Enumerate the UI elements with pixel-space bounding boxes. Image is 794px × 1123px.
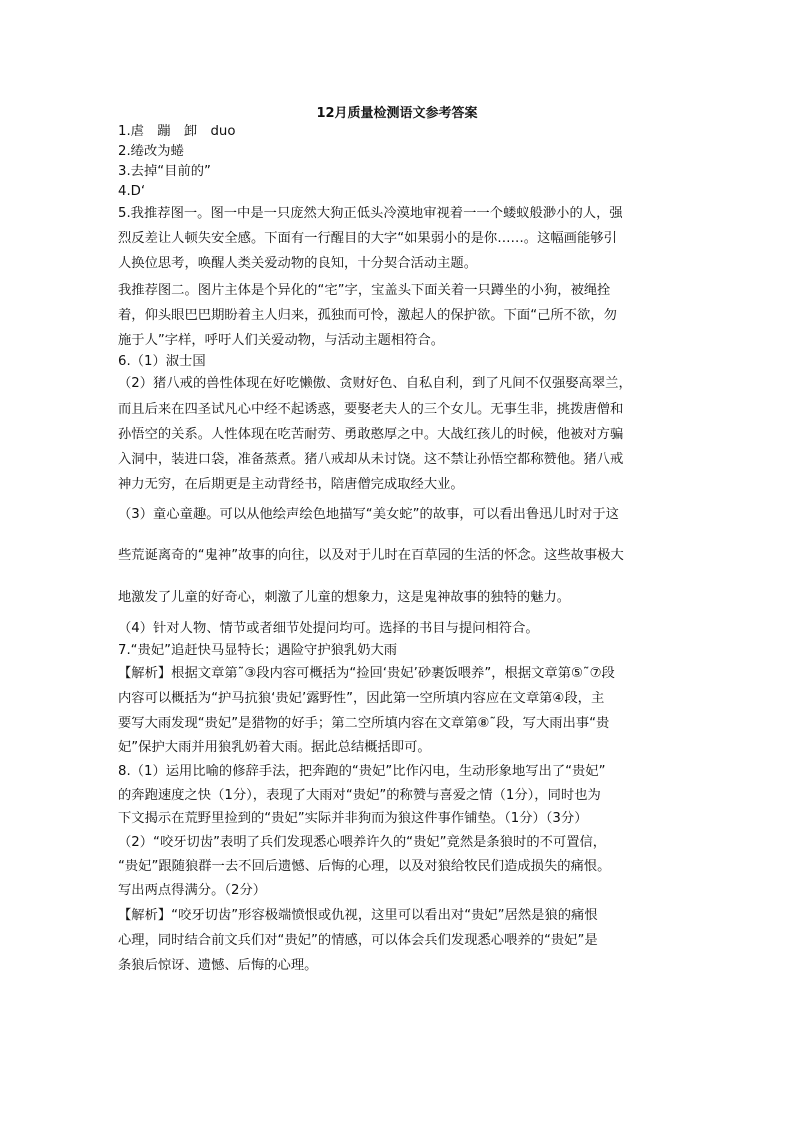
text-line-21: 7.“贵妃”追赶快马显特长；遇险守护狼乳奶大雨: [118, 643, 398, 658]
document-title: 12月质量检测语文参考答案: [316, 106, 478, 121]
text-line-33: 心理，同时结合前文兵们对“贵妃”的情感，可以体会兵们发现悉心喂养的“贵妃”是: [118, 933, 598, 948]
text-line-14: 孙悟空的关系。人性体现在吃苦耐劳、勇敢憨厚之中。大战红孩儿的时候，他被对方骗: [118, 427, 624, 442]
text-line-1: 1.虐 蹦 卸 duo: [118, 124, 236, 139]
text-line-16: 神力无穷，在后期更是主动背经书，陪唐僧完成取经大业。: [118, 477, 464, 492]
text-line-12: （2）猪八戒的兽性体现在好吃懒傲、贪财好色、自私自利，到了凡间不仅强娶高翠兰，: [118, 376, 632, 391]
text-line-26: 8.（1）运用比喻的修辞手法，把奔跑的“贵妃”比作闪电，生动形象地写出了“贵妃”: [118, 764, 606, 779]
text-line-25: 妃”保护大雨并用狼乳奶着大雨。据此总结概括即可。: [118, 740, 431, 755]
text-line-28: 下文揭示在荒野里捡到的“贵妃”实际并非狗而为狼这件事作铺垫。（1分）（3分）: [118, 811, 588, 826]
text-line-20: （4）针对人物、情节或者细节处提问均可。选择的书目与提问相符合。: [118, 621, 539, 636]
text-line-18: 些荒诞离奇的“鬼神”故事的向往，以及对于儿时在百草园的生活的怀念。这些故事极大: [118, 548, 624, 563]
text-line-2: 2.绻改为蜷: [118, 144, 184, 159]
text-line-27: 的奔跑速度之快（1分），表现了大雨对“贵妃”的称赞与喜爱之情（1分），同时也为: [118, 788, 601, 803]
text-line-19: 地激发了儿童的好奇心，刺激了儿童的想象力，这是鬼神故事的独特的魅力。: [118, 590, 571, 605]
text-line-17: （3）童心童趣。可以从他绘声绘色地描写“美女蛇”的故事，可以看出鲁迅儿时对于这: [118, 507, 619, 522]
text-line-31: 写出两点得满分。（2分）: [118, 883, 267, 898]
text-line-5: 5.我推荐图一。图一中是一只庞然大狗正低头冷漠地审视着一一个蝼蚁般渺小的人，强: [118, 206, 623, 221]
text-line-30: “贵妃”跟随狼群一去不回后遗憾、后悔的心理，以及对狼给牧民们造成损失的痛恨。: [118, 859, 611, 874]
text-line-15: 入洞中，装进口袋，准备蒸煮。猪八戒却从未讨饶。这不禁让孙悟空都称赞他。猪八戒: [118, 452, 624, 467]
text-line-11: 6.（1）淑士国: [118, 354, 206, 369]
text-line-34: 条狼后惊讶、遗憾、后悔的心理。: [118, 958, 318, 973]
text-line-32: 【解析】“咬牙切齿”形容极端愤恨或仇视，这里可以看出对“贵妃”居然是狼的痛恨: [118, 908, 598, 923]
text-line-13: 而且后来在四圣试凡心中经不起诱惑，要娶老夫人的三个女儿。无事生非，挑拨唐僧和: [118, 402, 624, 417]
text-line-24: 要写大雨发现“贵妃”是猎物的好手；第二空所填内容在文章第⑧˜段，写大雨出事“贵: [118, 716, 610, 731]
text-line-10: 施于人”字样，呼吁人们关爱动物，与活动主题相符合。: [118, 333, 445, 348]
text-line-4: 4.D‘: [118, 184, 146, 199]
text-line-6: 烈反差让人顿失安全感。下面有一行醒目的大字“如果弱小的是你……。这幅画能够引: [118, 231, 617, 246]
text-line-8: 我推荐图二。图片主体是个异化的“宅”字，宝盖头下面关着一只蹲坐的小狗，被绳拴: [118, 283, 611, 298]
text-line-23: 内容可以概括为“护马抗狼‘贵妃’露野性”，因此第一空所填内容应在文章第④段，主: [118, 691, 605, 706]
text-line-22: 【解析】根据文章第˜③段内容可概括为“捡回‘贵妃’砂裹饭喂养”，根据文章第⑤˜⑦段: [118, 666, 615, 681]
text-line-7: 人换位思考，唤醒人类关爱动物的良知，十分契合活动主题。: [118, 256, 478, 271]
text-line-29: （2）“咬牙切齿”表明了兵们发现悉心喂养许久的“贵妃”竟然是条狼时的不可置信，: [118, 835, 607, 850]
text-line-3: 3.去掉“目前的”: [118, 164, 211, 179]
text-line-9: 着，仰头眼巴巴期盼着主人归来，孤独而可怜，激起人的保护欲。下面“己所不欲，勿: [118, 308, 617, 323]
